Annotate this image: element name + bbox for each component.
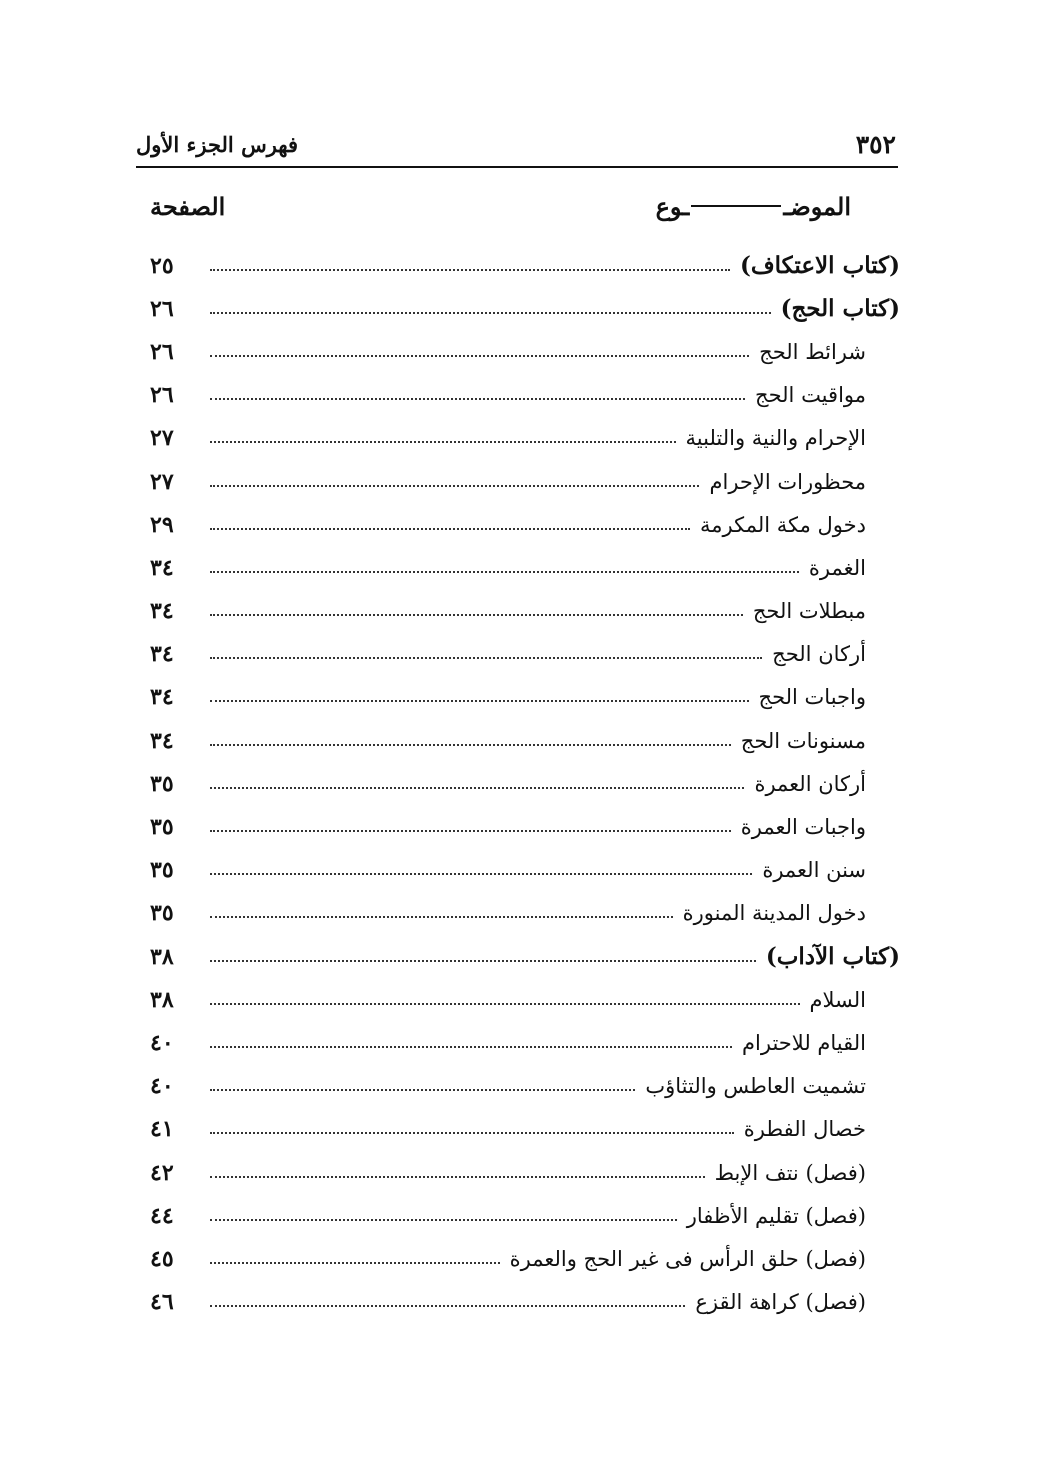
toc-entry xyxy=(150,330,900,373)
toc-entry xyxy=(150,460,900,503)
toc-entry-title: (كتاب الآداب) xyxy=(765,943,900,971)
toc-entry xyxy=(150,935,900,978)
dot-leader xyxy=(210,528,690,530)
toc-entry xyxy=(150,590,900,633)
toc-entry-title: مبطلات الحج xyxy=(752,599,866,624)
toc-entry xyxy=(150,287,900,330)
toc-entry xyxy=(150,805,900,848)
toc-entry-page: ٣٥ xyxy=(150,900,174,927)
toc-entry xyxy=(150,546,900,589)
toc-entry-page: ٢٥ xyxy=(150,252,174,279)
toc-entry-title: السلام xyxy=(809,987,866,1012)
dot-leader xyxy=(210,700,749,702)
toc-entry-title: مسنونات الحج xyxy=(740,728,866,753)
toc-entry-title: خصال الفطرة xyxy=(743,1117,866,1142)
kashida-stretch xyxy=(691,205,781,207)
dot-leader xyxy=(210,657,762,659)
toc-entry xyxy=(150,1194,900,1237)
toc-entry-page: ٤٢ xyxy=(150,1159,174,1186)
toc-entry-page: ٣٥ xyxy=(150,770,174,797)
toc-entry xyxy=(150,417,900,460)
dot-leader xyxy=(210,485,699,487)
toc-entry-page: ٣٨ xyxy=(150,986,174,1013)
toc-entry-title: دخول المدينة المنورة xyxy=(682,901,866,926)
dot-leader xyxy=(210,355,749,357)
toc-entry-title: (فصل) تقليم الأظفار xyxy=(686,1203,866,1228)
toc-entry-title: أركان العمرة xyxy=(754,771,866,796)
toc-entry-page: ٣٤ xyxy=(150,598,174,625)
toc-entry-title: (كتاب الاعتكاف) xyxy=(739,252,900,280)
toc-entry-title: شرائط الحج xyxy=(759,339,866,364)
toc-entry-title: (فصل) كراهة القزع xyxy=(695,1290,866,1315)
toc-entry-title: دخول مكة المكرمة xyxy=(700,512,866,537)
dot-leader xyxy=(210,571,799,573)
toc-entry xyxy=(150,978,900,1021)
dot-leader xyxy=(210,269,730,271)
toc-entry-page: ٣٥ xyxy=(150,814,174,841)
dot-leader xyxy=(210,873,752,875)
toc-entry-page: ٢٦ xyxy=(150,295,174,322)
toc-entry-title: القيام للاحترام xyxy=(742,1030,866,1055)
toc-entry-title: سنن العمرة xyxy=(762,858,866,883)
toc-entry-page: ٤٦ xyxy=(150,1289,174,1316)
toc-entry-title: مواقيت الحج xyxy=(755,383,866,408)
header-rule xyxy=(136,166,898,168)
toc-entry xyxy=(150,676,900,719)
page-column-header: الصفحة xyxy=(150,192,226,221)
toc-entry-page: ٤٥ xyxy=(150,1245,174,1272)
toc-entry xyxy=(150,1281,900,1324)
dot-leader xyxy=(210,830,731,832)
toc-entry-title: محظورات الإحرام xyxy=(709,469,866,494)
toc-entry-page: ٤٠ xyxy=(150,1073,174,1100)
dot-leader xyxy=(210,614,743,616)
toc-entry-title: أركان الحج xyxy=(772,642,866,667)
toc-entry xyxy=(150,1065,900,1108)
toc-entry-page: ٤٠ xyxy=(150,1029,174,1056)
toc-entry xyxy=(150,1108,900,1151)
toc-entry xyxy=(150,849,900,892)
toc-entry xyxy=(150,244,900,287)
toc-entry-title: الغمرة xyxy=(808,555,866,580)
toc-entry xyxy=(150,762,900,805)
toc-entry-title: (كتاب الحج) xyxy=(780,295,900,323)
toc-entry-page: ٤٤ xyxy=(150,1202,174,1229)
toc-entry-page: ٣٥ xyxy=(150,857,174,884)
toc-entry-page: ٢٧ xyxy=(150,468,174,495)
dot-leader xyxy=(210,1132,734,1134)
toc-entry-page: ٣٤ xyxy=(150,554,174,581)
topic-header-start: الموضـ xyxy=(783,192,851,221)
toc-entry-page: ٢٩ xyxy=(150,511,174,538)
topic-header-end: ـوع xyxy=(655,192,690,221)
toc-entry xyxy=(150,1151,900,1194)
toc-entry-page: ٢٦ xyxy=(150,338,174,365)
toc-entry xyxy=(150,1021,900,1064)
toc-entry-title: (فصل) حلق الرأس فى غير الحج والعمرة xyxy=(509,1246,866,1271)
dot-leader xyxy=(210,312,771,314)
toc-entry-page: ٣٨ xyxy=(150,943,174,970)
toc-entry-page: ٣٤ xyxy=(150,684,174,711)
toc-entry-title: واجبات العمرة xyxy=(740,815,866,840)
toc-entry-title: الإحرام والنية والتلبية xyxy=(685,426,866,451)
toc-entry-page: ٣٤ xyxy=(150,727,174,754)
dot-leader xyxy=(210,1305,685,1307)
toc-entry-page: ٣٤ xyxy=(150,641,174,668)
dot-leader xyxy=(210,1176,705,1178)
toc-entry xyxy=(150,1237,900,1280)
toc-entry xyxy=(150,719,900,762)
page-number: ٣٥٢ xyxy=(855,130,896,159)
toc-entry-page: ٢٧ xyxy=(150,425,174,452)
dot-leader xyxy=(210,1003,800,1005)
toc-entry xyxy=(150,633,900,676)
toc-entry-page: ٢٦ xyxy=(150,382,174,409)
toc-entry-title: واجبات الحج xyxy=(758,685,866,710)
dot-leader xyxy=(210,1089,635,1091)
toc-entry xyxy=(150,892,900,935)
dot-leader xyxy=(210,1262,500,1264)
running-title: فهرس الجزء الأول xyxy=(136,132,299,157)
table-of-contents xyxy=(150,244,900,1324)
toc-entry xyxy=(150,503,900,546)
dot-leader xyxy=(210,441,676,443)
dot-leader xyxy=(210,1219,677,1221)
dot-leader xyxy=(210,398,745,400)
dot-leader xyxy=(210,960,756,962)
running-header xyxy=(136,130,896,164)
toc-entry-page: ٤١ xyxy=(150,1116,174,1143)
dot-leader xyxy=(210,916,673,918)
dot-leader xyxy=(210,787,744,789)
topic-column-header xyxy=(656,192,851,221)
dot-leader xyxy=(210,1046,732,1048)
toc-entry-title: تشميت العاطس والتثاؤب xyxy=(645,1074,866,1099)
dot-leader xyxy=(210,744,731,746)
toc-entry-title: (فصل) نتف الإبط xyxy=(714,1160,866,1185)
toc-entry xyxy=(150,374,900,417)
